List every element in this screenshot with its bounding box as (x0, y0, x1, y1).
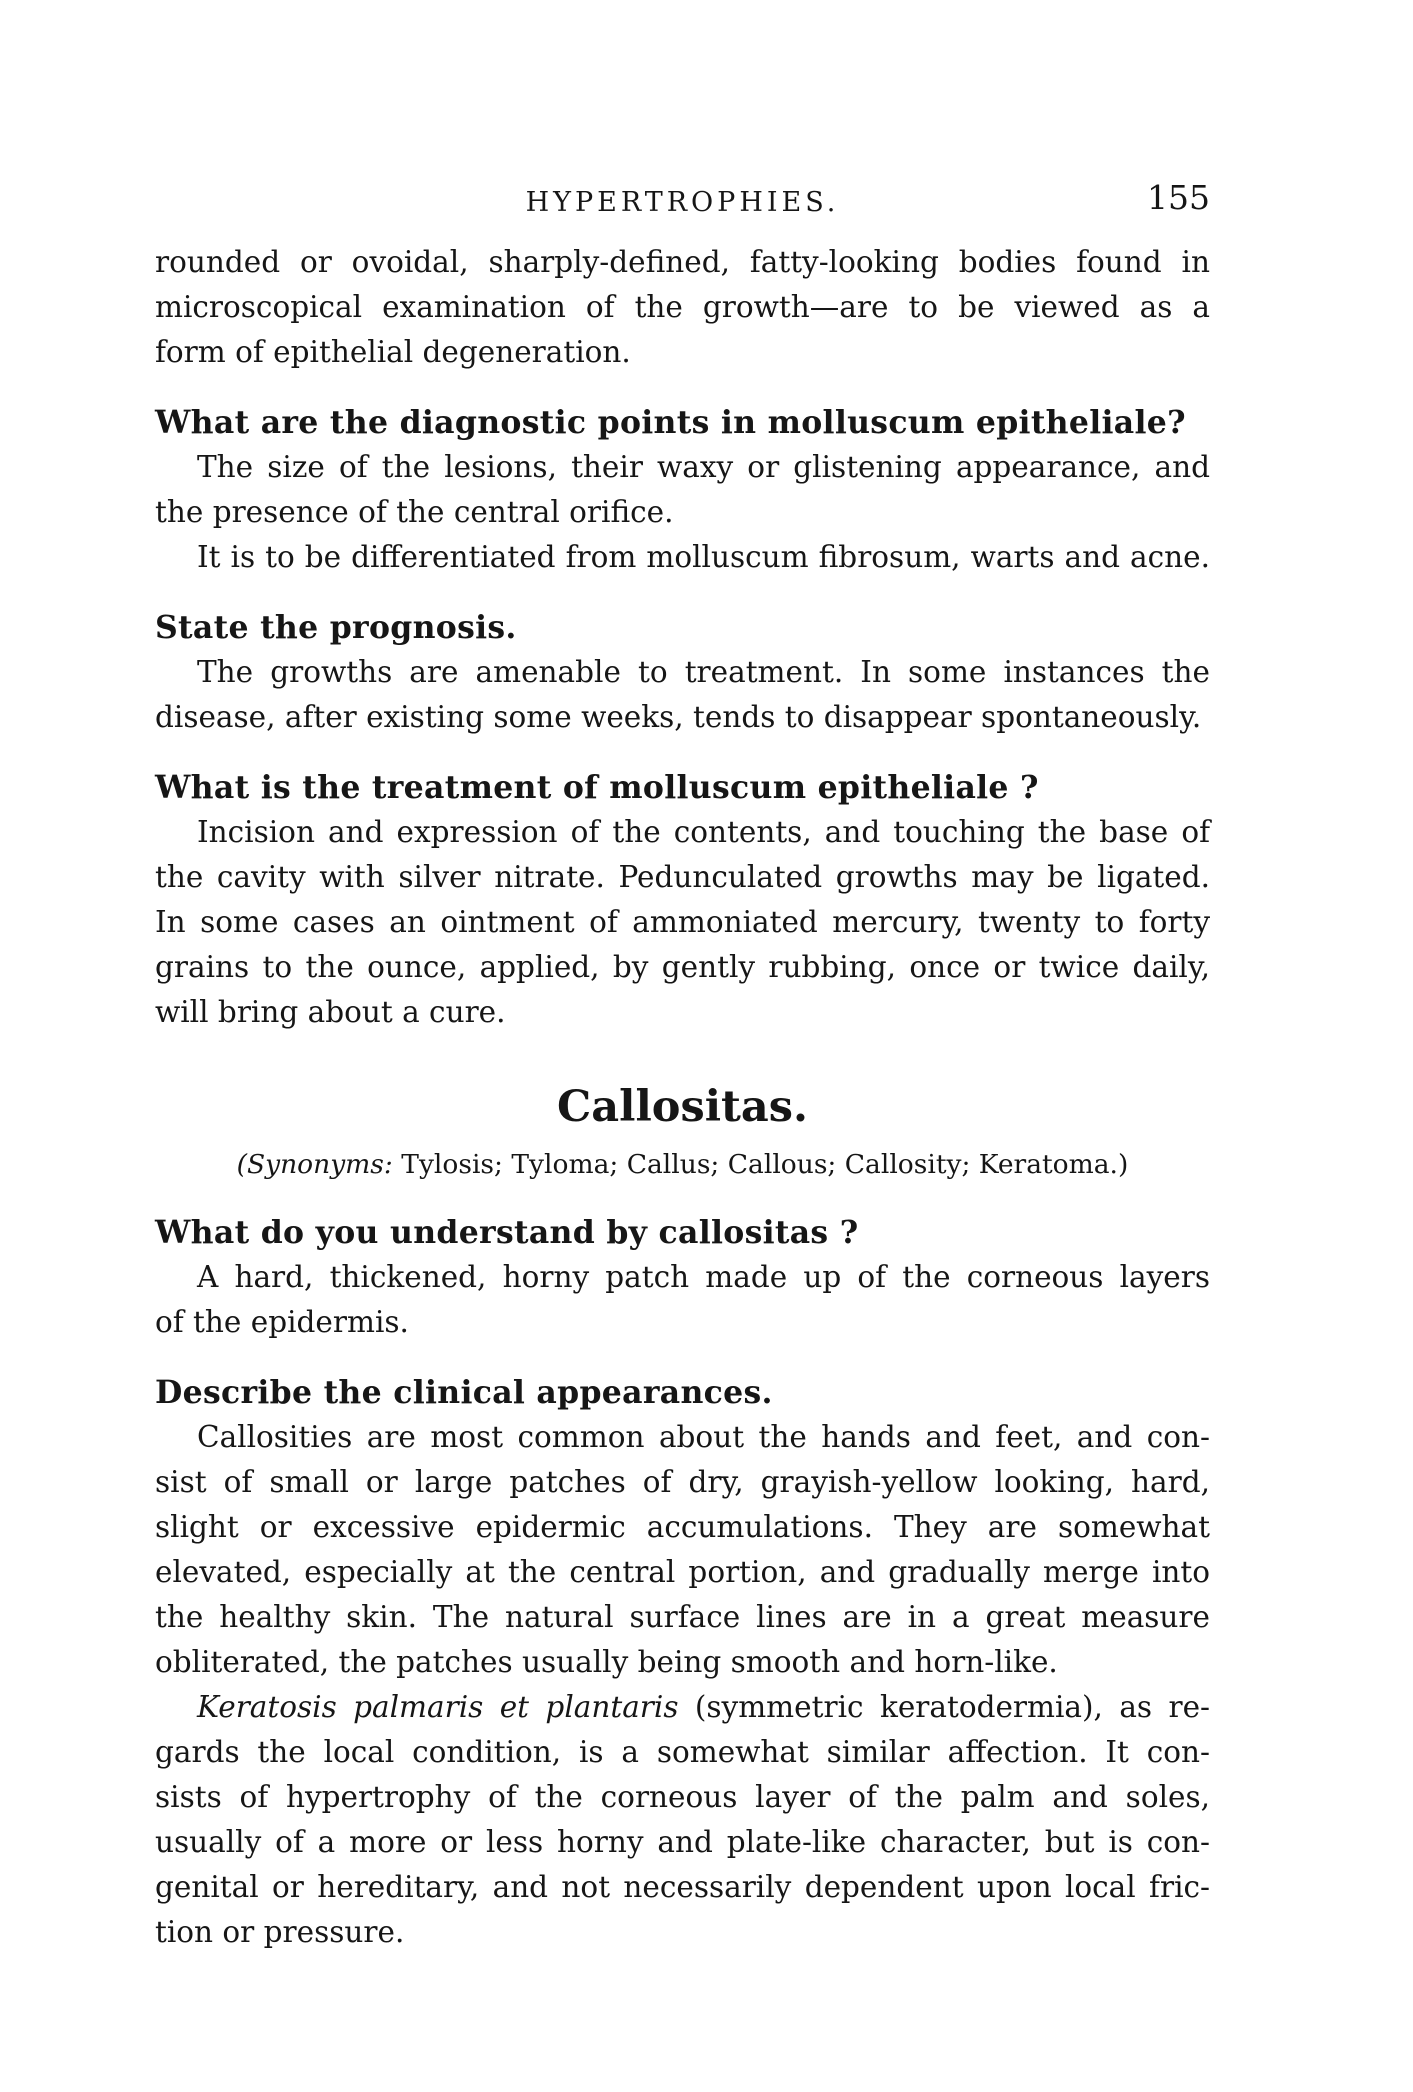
question-heading-understand: What do you understand by callositas ? (155, 1214, 859, 1251)
text-line: Callosities are most common about the hands and feet, and con- (197, 1420, 1210, 1454)
text-line: the cavity with silver nitrate. Pedunculated growths may be ligated. (155, 860, 1210, 894)
answer-paragraph (155, 1415, 1210, 1685)
text-line: microscopical examination of the growth—are to be viewed as a (155, 290, 1210, 324)
page-number: 155 (1147, 178, 1210, 217)
running-head: HYPERTROPHIES. (525, 187, 840, 218)
text-line: obliterated, the patches usually being smooth and horn-like. (155, 1645, 1058, 1679)
text-line: rounded or ovoidal, sharply-defined, fatty-looking bodies found in (155, 245, 1210, 279)
question-heading-clinical: Describe the clinical appearances. (155, 1374, 773, 1411)
text-line: sists of hypertrophy of the corneous layer of the palm and soles, (155, 1780, 1210, 1814)
synonyms-list: Tylosis; Tyloma; Callus; Callous; Callosity; Keratoma.) (392, 1149, 1129, 1180)
text-line: usually of a more or less horny and plate-like character, but is con- (155, 1825, 1210, 1859)
text-line: genital or hereditary, and not necessarily dependent upon local fric- (155, 1870, 1210, 1904)
text-line: Incision and expression of the contents, and touching the base of (197, 815, 1210, 849)
answer-paragraph (155, 810, 1210, 1035)
question-heading-diagnostic: What are the diagnostic points in molluscum epitheliale? (155, 404, 1186, 441)
answer-paragraph (155, 1255, 1210, 1345)
text-line: of the epidermis. (155, 1305, 409, 1339)
question-heading-treatment: What is the treatment of molluscum epitheliale ? (155, 769, 1039, 806)
answer-paragraph (155, 650, 1210, 740)
text-line: disease, after existing some weeks, tends to disappear spontaneously. (155, 700, 1202, 734)
question-heading-prognosis: State the prognosis. (155, 609, 517, 646)
section-title: Callositas. (557, 1082, 808, 1132)
text-line: sist of small or large patches of dry, grayish-yellow looking, hard, (155, 1465, 1210, 1499)
text-line: tion or pressure. (155, 1915, 405, 1949)
text-line: gards the local condition, is a somewhat similar affection. It con- (155, 1735, 1210, 1769)
text-line: the healthy skin. The natural surface lines are in a great measure (155, 1600, 1210, 1634)
text-line: will bring about a cure. (155, 995, 506, 1029)
text-line: The size of the lesions, their waxy or glistening appearance, and (197, 450, 1210, 484)
text-line: A hard, thickened, horny patch made up of the corneous layers (197, 1260, 1210, 1294)
text-line: The growths are amenable to treatment. In some instances the (197, 655, 1210, 689)
text-line: slight or excessive epidermic accumulations. They are somewhat (155, 1510, 1210, 1544)
answer-paragraph (155, 535, 1210, 580)
text-line: It is to be differentiated from molluscum fibrosum, warts and acne. (197, 540, 1210, 574)
text-line: grains to the ounce, applied, by gently rubbing, once or twice daily, (155, 950, 1210, 984)
keratosis-rest: (symmetric keratodermia), as re- (678, 1690, 1210, 1724)
continuation-paragraph (155, 240, 1210, 375)
text-line: elevated, especially at the central portion, and gradually merge into (155, 1555, 1210, 1589)
answer-paragraph (155, 445, 1210, 535)
text-column (155, 240, 1210, 1955)
text-line: In some cases an ointment of ammoniated mercury, twenty to forty (155, 905, 1210, 939)
text-line: the presence of the central orifice. (155, 495, 674, 529)
text-line: form of epithelial degeneration. (155, 335, 631, 369)
text-line (155, 1685, 1210, 1730)
keratosis-paragraph (155, 1685, 1210, 1955)
synonyms-line (155, 1145, 1210, 1185)
synonyms-label: (Synonyms: (236, 1149, 393, 1180)
keratosis-term: Keratosis palmaris et plantaris (197, 1690, 679, 1724)
